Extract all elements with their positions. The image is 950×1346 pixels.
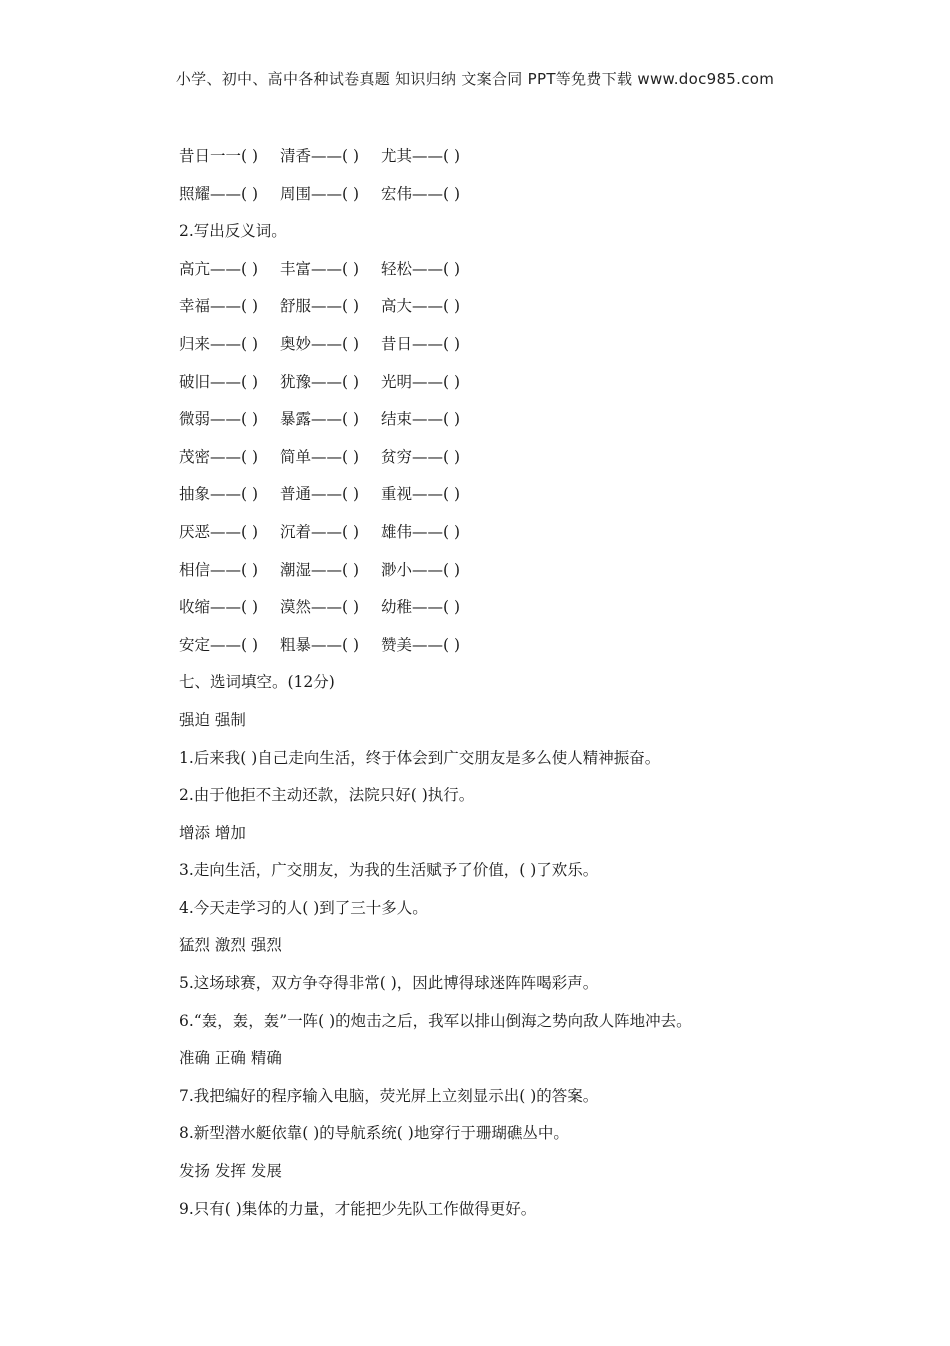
word-item: 贫穷——( ) [381,447,461,466]
word-item: 抽象——( ) [179,485,259,504]
question-line: 8.新型潜水艇依靠( )的导航系统( )地穿行于珊瑚礁丛中。 [179,1124,569,1143]
synonym-row-2 [179,181,899,219]
word-item: 丰富——( ) [280,259,360,278]
word-item: 周围——( ) [280,184,360,203]
question-line: 7.我把编好的程序输入电脑，荧光屏上立刻显示出( )的答案。 [179,1086,599,1105]
word-item: 相信——( ) [179,560,259,579]
word-item: 厌恶——( ) [179,522,259,541]
word-item: 照耀——( ) [179,184,259,203]
word-item: 安定——( ) [179,635,259,654]
word-item: 舒服——( ) [280,297,360,316]
word-item: 幸福——( ) [179,297,259,316]
question-line: 2.由于他拒不主动还款，法院只好( )执行。 [179,786,475,805]
word-item: 茂密——( ) [179,447,259,466]
question-line: 4.今天走学习的人( )到了三十多人。 [179,898,428,917]
question-line: 3.走向生活，广交朋友，为我的生活赋予了价值，( )了欢乐。 [179,861,599,880]
antonym-row-1 [179,256,899,294]
word-choice-group: 发扬 发挥 发展 [179,1162,282,1181]
word-item: 渺小——( ) [381,560,461,579]
antonym-row-11 [179,632,899,670]
antonym-row-4 [179,369,899,407]
question-line: 1.后来我( )自己走向生活，终于体会到广交朋友是多么使人精神振奋。 [179,748,661,767]
word-choice-group: 猛烈 激烈 强烈 [179,936,282,955]
antonym-row-9 [179,557,899,595]
word-item: 潮湿——( ) [280,560,360,579]
word-item: 昔日——( ) [381,334,461,353]
word-item: 暴露——( ) [280,410,360,429]
word-item: 普通——( ) [280,485,360,504]
word-choice-group: 准确 正确 精确 [179,1049,282,1068]
word-item: 重视——( ) [381,485,461,504]
word-item: 微弱——( ) [179,410,259,429]
antonym-row-6 [179,444,899,482]
antonym-row-3 [179,331,899,369]
antonym-title: 2.写出反义词。 [179,222,287,241]
word-item: 漠然——( ) [280,598,360,617]
word-choice-group: 增添 增加 [179,823,246,842]
word-item: 赞美——( ) [381,635,461,654]
question-line: 6.“轰，轰，轰”一阵( )的炮击之后，我军以排山倒海之势向敌人阵地冲去。 [179,1011,692,1030]
question-line: 5.这场球赛，双方争夺得非常( )，因此博得球迷阵阵喝彩声。 [179,974,599,993]
word-item: 粗暴——( ) [280,635,360,654]
worksheet-content [179,143,899,1233]
word-item: 犹豫——( ) [280,372,360,391]
word-item: 结束——( ) [381,410,461,429]
word-item: 尤其——( ) [381,147,461,165]
antonym-row-10 [179,594,899,632]
word-item: 昔日一一( ) [179,147,259,165]
word-item: 归来——( ) [179,334,259,353]
word-item: 幼稚——( ) [381,598,461,617]
section-7-title: 七、选词填空。(12分) [179,673,335,692]
word-item: 雄伟——( ) [381,522,461,541]
word-item: 清香——( ) [280,147,360,165]
word-item: 破旧——( ) [179,372,259,391]
word-item: 奥妙——( ) [280,334,360,353]
word-item: 光明——( ) [381,372,461,391]
word-item: 收缩——( ) [179,598,259,617]
word-choice-group: 强迫 强制 [179,710,246,729]
synonym-row-1 [179,143,899,181]
page-header: 小学、初中、高中各种试卷真题 知识归纳 文案合同 PPT等免费下载 www.doc985.com [175,70,775,88]
antonym-row-5 [179,406,899,444]
word-item: 高亢——( ) [179,259,259,278]
antonym-row-7 [179,481,899,519]
word-item: 轻松——( ) [381,259,461,278]
word-item: 沉着——( ) [280,522,360,541]
antonym-row-2 [179,293,899,331]
question-line: 9.只有( )集体的力量，才能把少先队工作做得更好。 [179,1199,537,1218]
word-item: 高大——( ) [381,297,461,316]
word-item: 宏伟——( ) [381,184,461,203]
word-item: 简单——( ) [280,447,360,466]
antonym-row-8 [179,519,899,557]
